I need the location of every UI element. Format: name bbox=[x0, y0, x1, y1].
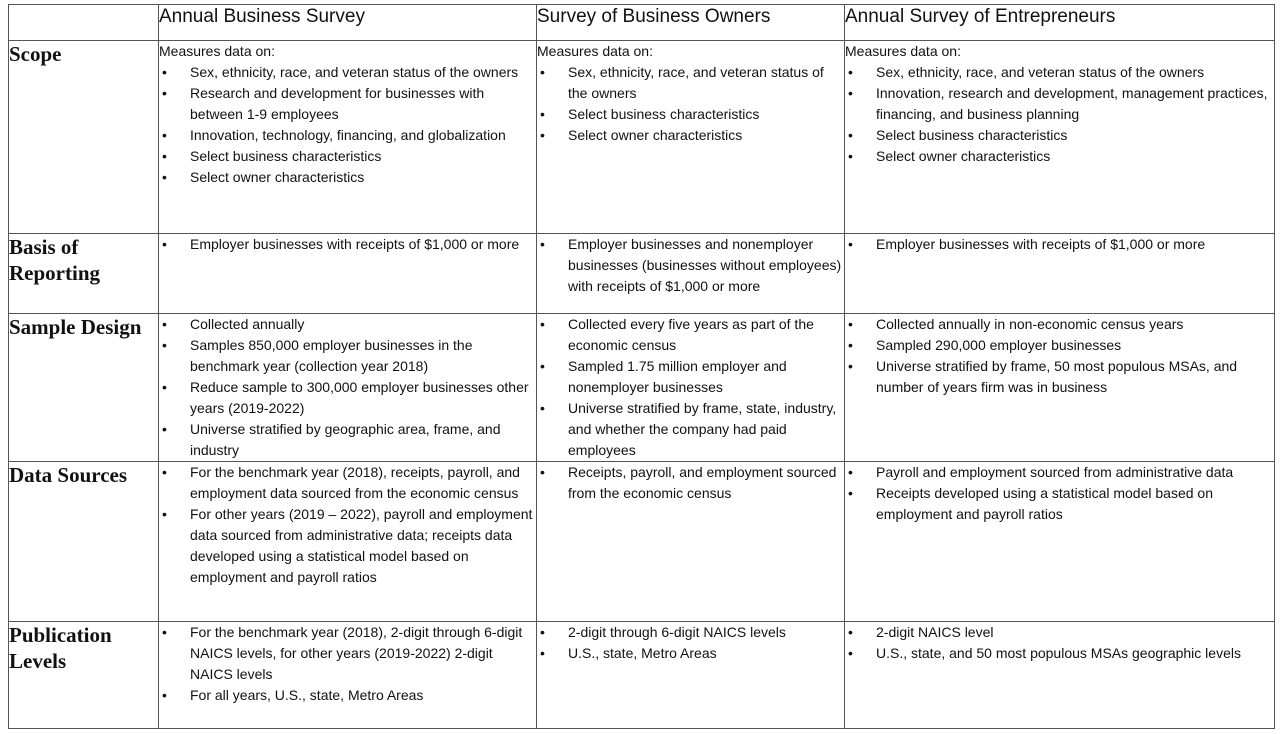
row-scope bbox=[9, 41, 1275, 234]
bullet-item: • For all years, U.S., state, Metro Areas bbox=[159, 685, 536, 706]
bullet-list bbox=[159, 622, 536, 706]
bullet-item: • Receipts developed using a statistical model based on employment and payroll ratios bbox=[845, 483, 1274, 525]
bullet-list bbox=[159, 314, 536, 461]
bullet-list bbox=[845, 462, 1274, 525]
row-header-sample-design: Sample Design bbox=[9, 314, 159, 462]
cell-publication-levels-sbo bbox=[537, 622, 845, 729]
bullet-item: • Select business characteristics bbox=[159, 146, 536, 167]
bullet-item: • Universe stratified by frame, 50 most populous MSAs, and number of years firm was in business bbox=[845, 356, 1274, 398]
cell-publication-levels-abs bbox=[159, 622, 537, 729]
bullet-list bbox=[845, 314, 1274, 398]
bullet-item: • Sampled 1.75 million employer and nonemployer businesses bbox=[537, 356, 844, 398]
bullet-item: • Reduce sample to 300,000 employer businesses other years (2019-2022) bbox=[159, 377, 536, 419]
bullet-item: • For other years (2019 – 2022), payroll and employment data sourced from administrative data; receipts data developed using a statistical model based on employment and payroll ratios bbox=[159, 504, 536, 588]
cell-sample-design-abs bbox=[159, 314, 537, 462]
column-header-abs: Annual Business Survey bbox=[159, 5, 537, 41]
bullet-item: • Select business characteristics bbox=[537, 104, 844, 125]
row-header-basis-of-reporting: Basis of Reporting bbox=[9, 234, 159, 314]
row-header-scope: Scope bbox=[9, 41, 159, 234]
cell-sample-design-sbo bbox=[537, 314, 845, 462]
bullet-list bbox=[537, 314, 844, 461]
cell-scope-ase bbox=[845, 41, 1275, 234]
header-row bbox=[9, 5, 1275, 41]
bullet-item: • Sex, ethnicity, race, and veteran status of the owners bbox=[845, 62, 1274, 83]
bullet-list bbox=[845, 622, 1274, 664]
cell-basis-of-reporting-sbo bbox=[537, 234, 845, 314]
bullet-item: • Receipts, payroll, and employment sourced from the economic census bbox=[537, 462, 844, 504]
cell-intro: Measures data on: bbox=[845, 43, 961, 59]
bullet-list bbox=[159, 62, 536, 188]
row-publication-levels bbox=[9, 622, 1275, 729]
cell-data-sources-ase bbox=[845, 462, 1275, 622]
cell-sample-design-ase bbox=[845, 314, 1275, 462]
bullet-item: • Select business characteristics bbox=[845, 125, 1274, 146]
bullet-item: • For the benchmark year (2018), receipts, payroll, and employment data sourced from the economic census bbox=[159, 462, 536, 504]
bullet-item: • Research and development for businesses with between 1-9 employees bbox=[159, 83, 536, 125]
bullet-item: • Universe stratified by frame, state, industry, and whether the company had paid employees bbox=[537, 398, 844, 461]
bullet-item: • U.S., state, and 50 most populous MSAs geographic levels bbox=[845, 643, 1274, 664]
row-basis-of-reporting bbox=[9, 234, 1275, 314]
bullet-item: • Employer businesses with receipts of $1,000 or more bbox=[159, 234, 536, 255]
cell-basis-of-reporting-abs bbox=[159, 234, 537, 314]
cell-data-sources-sbo bbox=[537, 462, 845, 622]
bullet-item: • Innovation, research and development, management practices, financing, and business planning bbox=[845, 83, 1274, 125]
corner-cell bbox=[9, 5, 159, 41]
bullet-item: • Select owner characteristics bbox=[537, 125, 844, 146]
cell-publication-levels-ase bbox=[845, 622, 1275, 729]
bullet-list bbox=[159, 462, 536, 588]
bullet-item: • 2-digit through 6-digit NAICS levels bbox=[537, 622, 844, 643]
bullet-item: • For the benchmark year (2018), 2-digit through 6-digit NAICS levels, for other years (2019-2022) 2-digit NAICS levels bbox=[159, 622, 536, 685]
bullet-item: • Sampled 290,000 employer businesses bbox=[845, 335, 1274, 356]
bullet-item: • Innovation, technology, financing, and globalization bbox=[159, 125, 536, 146]
row-sample-design bbox=[9, 314, 1275, 462]
bullet-list bbox=[537, 62, 844, 146]
cell-basis-of-reporting-ase bbox=[845, 234, 1275, 314]
row-header-publication-levels: Publication Levels bbox=[9, 622, 159, 729]
cell-intro: Measures data on: bbox=[537, 43, 653, 59]
bullet-item: • Select owner characteristics bbox=[159, 167, 536, 188]
column-header-ase: Annual Survey of Entrepreneurs bbox=[845, 5, 1275, 41]
bullet-list bbox=[845, 234, 1274, 255]
bullet-item: • Employer businesses and nonemployer businesses (businesses without employees) with receipts of $1,000 or more bbox=[537, 234, 844, 297]
bullet-item: • Sex, ethnicity, race, and veteran status of the owners bbox=[159, 62, 536, 83]
bullet-item: • Payroll and employment sourced from administrative data bbox=[845, 462, 1274, 483]
bullet-item: • Samples 850,000 employer businesses in the benchmark year (collection year 2018) bbox=[159, 335, 536, 377]
cell-data-sources-abs bbox=[159, 462, 537, 622]
bullet-item: • Collected every five years as part of the economic census bbox=[537, 314, 844, 356]
bullet-list bbox=[159, 234, 536, 255]
cell-scope-sbo bbox=[537, 41, 845, 234]
row-data-sources bbox=[9, 462, 1275, 622]
bullet-item: • Collected annually in non-economic census years bbox=[845, 314, 1274, 335]
bullet-item: • Employer businesses with receipts of $1,000 or more bbox=[845, 234, 1274, 255]
row-header-data-sources: Data Sources bbox=[9, 462, 159, 622]
bullet-list bbox=[537, 234, 844, 297]
cell-intro: Measures data on: bbox=[159, 43, 275, 59]
bullet-item: • U.S., state, Metro Areas bbox=[537, 643, 844, 664]
cell-scope-abs bbox=[159, 41, 537, 234]
column-header-sbo: Survey of Business Owners bbox=[537, 5, 845, 41]
bullet-item: • Select owner characteristics bbox=[845, 146, 1274, 167]
bullet-list bbox=[537, 462, 844, 504]
comparison-table bbox=[8, 4, 1275, 729]
bullet-list bbox=[845, 62, 1274, 167]
bullet-item: • Sex, ethnicity, race, and veteran status of the owners bbox=[537, 62, 844, 104]
bullet-item: • 2-digit NAICS level bbox=[845, 622, 1274, 643]
bullet-item: • Collected annually bbox=[159, 314, 536, 335]
bullet-list bbox=[537, 622, 844, 664]
bullet-item: • Universe stratified by geographic area, frame, and industry bbox=[159, 419, 536, 461]
